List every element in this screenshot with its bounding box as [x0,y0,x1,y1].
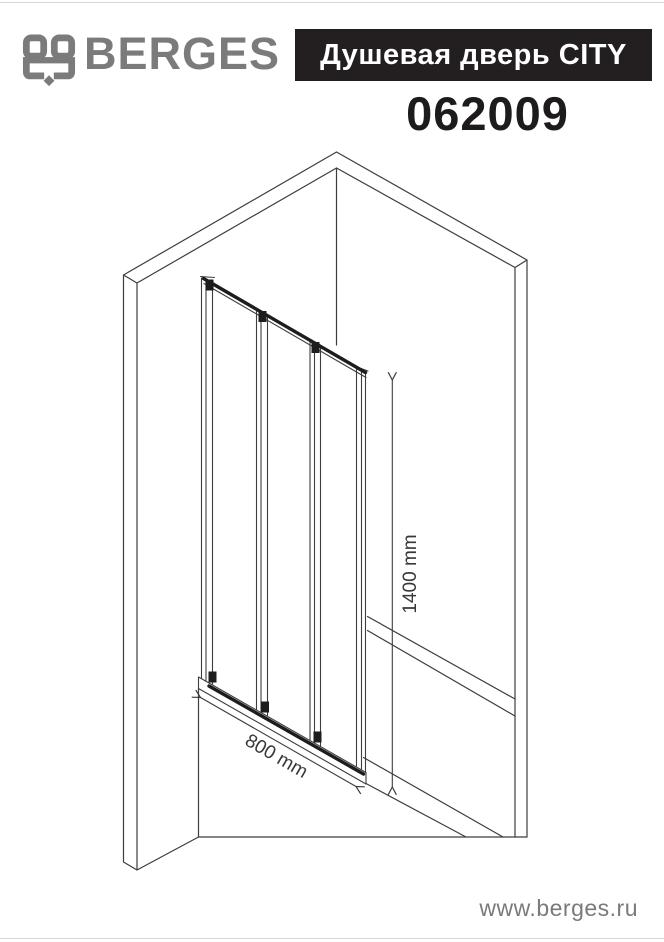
roller-brackets [206,280,322,743]
top-rail-underside [204,284,366,378]
tub-rim-back-edge [368,617,516,717]
width-dimension-line [201,698,357,787]
wall-profile-stile [201,277,215,685]
dimension-height [392,380,421,787]
top-roller-2 [259,311,267,322]
top-roller-1 [206,280,214,291]
tub-rim-front-edge [364,758,504,838]
dimension-width [201,698,357,787]
product-banner-title: Душевая дверь CITY [320,38,627,71]
bottom-guide-1 [209,672,217,683]
page-bottom-border [0,938,664,939]
bottom-guide-3 [314,732,322,743]
shower-door [199,277,369,785]
top-rail [204,279,366,373]
panel-divider-2 [310,340,321,746]
website-url: www.berges.ru [479,895,638,921]
width-dimension-label: 800 mm [241,730,312,783]
brand-name: BERGES [84,28,281,79]
product-code: 062009 [406,87,569,140]
bottom-guide-2 [261,702,269,713]
panel-divider-1 [257,310,268,716]
top-roller-3 [312,342,320,353]
height-dimension-label: 1400 mm [400,534,422,614]
room-walls [124,152,528,870]
door-rails [204,279,366,775]
end-stile [356,367,369,772]
